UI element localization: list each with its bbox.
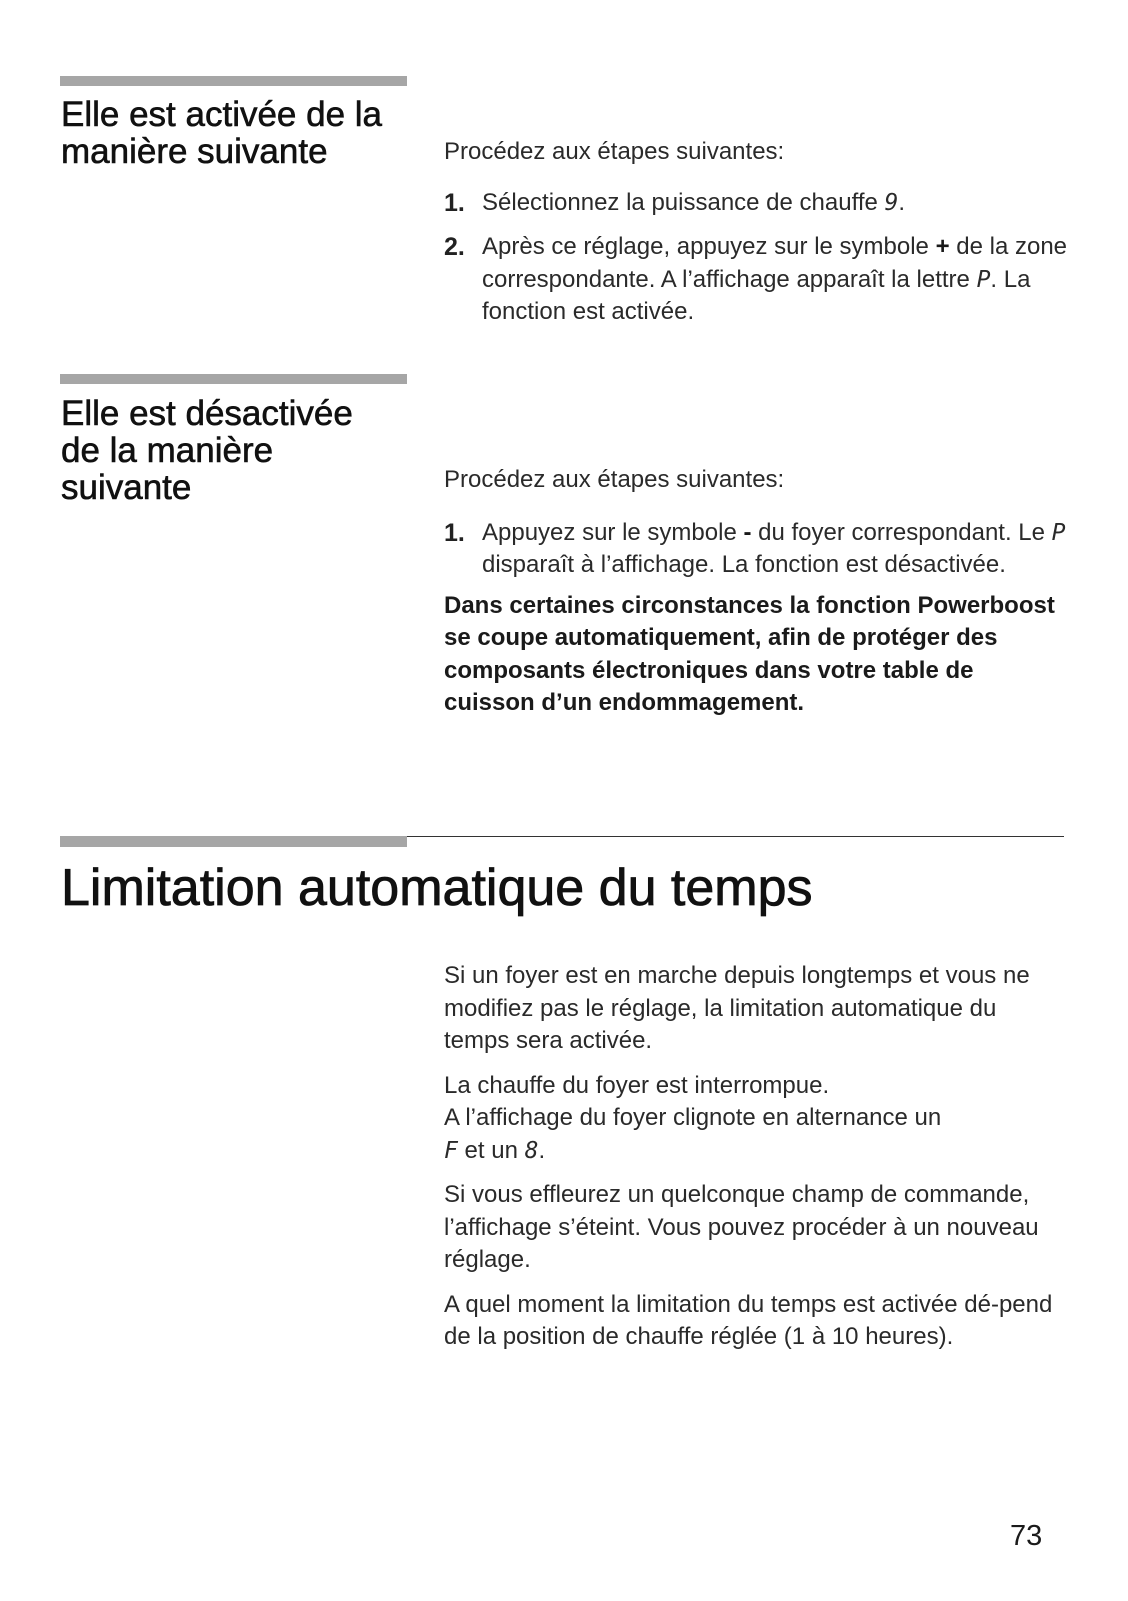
heading-deactivate: Elle est désactivée de la manière suivante: [61, 394, 353, 507]
deactivate-intro: Procédez aux étapes suivantes:: [444, 466, 785, 493]
step-number: 1.: [444, 518, 465, 547]
step-text: Sélectionnez la puissance de chauffe: [482, 188, 878, 216]
para-line: A l’affichage du foyer clignote en alternance un: [444, 1104, 942, 1131]
display-symbol-9: 9: [884, 189, 899, 216]
step-number: 2.: [444, 233, 465, 261]
deactivate-step-1: [444, 517, 1084, 582]
step-text-end: .: [898, 188, 906, 216]
section-rule-limit: [407, 836, 1064, 837]
activate-body: [444, 136, 1084, 329]
limit-para-4: A quel moment la limitation du temps est activée dé-pend de la position de chauffe réglée (1 à 10 heures).: [444, 1290, 1053, 1350]
display-symbol-8: 8: [524, 1137, 539, 1164]
para-text-end: .: [538, 1136, 546, 1164]
step-text: Après ce réglage, appuyez sur le symbole: [482, 233, 929, 260]
section-bar-activate: [60, 76, 407, 86]
activate-step-2: [444, 231, 1084, 329]
step-text: du foyer correspondant. Le: [758, 518, 1045, 546]
step-text: . La fonction est activée.: [482, 265, 1031, 325]
limit-para-1: Si un foyer est en marche depuis longtemps et vous ne modifiez pas le réglage, la limitation automatique du temps sera activée.: [444, 962, 1030, 1054]
step-text: de la zone correspondante. A l’affichage apparaît la lettre: [482, 233, 1068, 293]
display-symbol-p: P: [1051, 519, 1066, 546]
section-bar-deactivate: [60, 374, 407, 384]
page-number: 73: [1010, 1520, 1043, 1552]
limit-body: [444, 960, 1064, 1354]
deactivate-body: [444, 464, 1084, 720]
limit-para-3: Si vous effleurez un quelconque champ de commande, l’affichage s’éteint. Vous pouvez procéder à un nouveau réglage.: [444, 1181, 1039, 1273]
display-symbol-p: P: [976, 266, 991, 293]
powerboost-note: Dans certaines circonstances la fonction Powerboost se coupe automatiquement, afin de protéger des composants électroniques dans votre table de cuisson d’un endommagement.: [444, 591, 1055, 716]
para-line: La chauffe du foyer est interrompue.: [444, 1071, 830, 1099]
display-symbol-f: F: [444, 1137, 458, 1164]
section-bar-limit: [60, 836, 407, 847]
page-title: Limitation automatique du temps: [61, 859, 813, 917]
limit-para-2: [444, 1070, 1064, 1168]
activate-intro: Procédez aux étapes suivantes:: [444, 138, 785, 165]
heading-activate: Elle est activée de la manière suivante: [61, 95, 383, 171]
step-text: disparaît à l’affichage. La fonction est désactivée.: [482, 551, 1006, 578]
plus-symbol: +: [935, 233, 950, 260]
para-text: et un: [464, 1136, 518, 1164]
minus-symbol: -: [743, 518, 752, 546]
activate-step-1: [444, 187, 1084, 220]
step-number: 1.: [444, 188, 465, 217]
step-text: Appuyez sur le symbole: [482, 518, 737, 546]
